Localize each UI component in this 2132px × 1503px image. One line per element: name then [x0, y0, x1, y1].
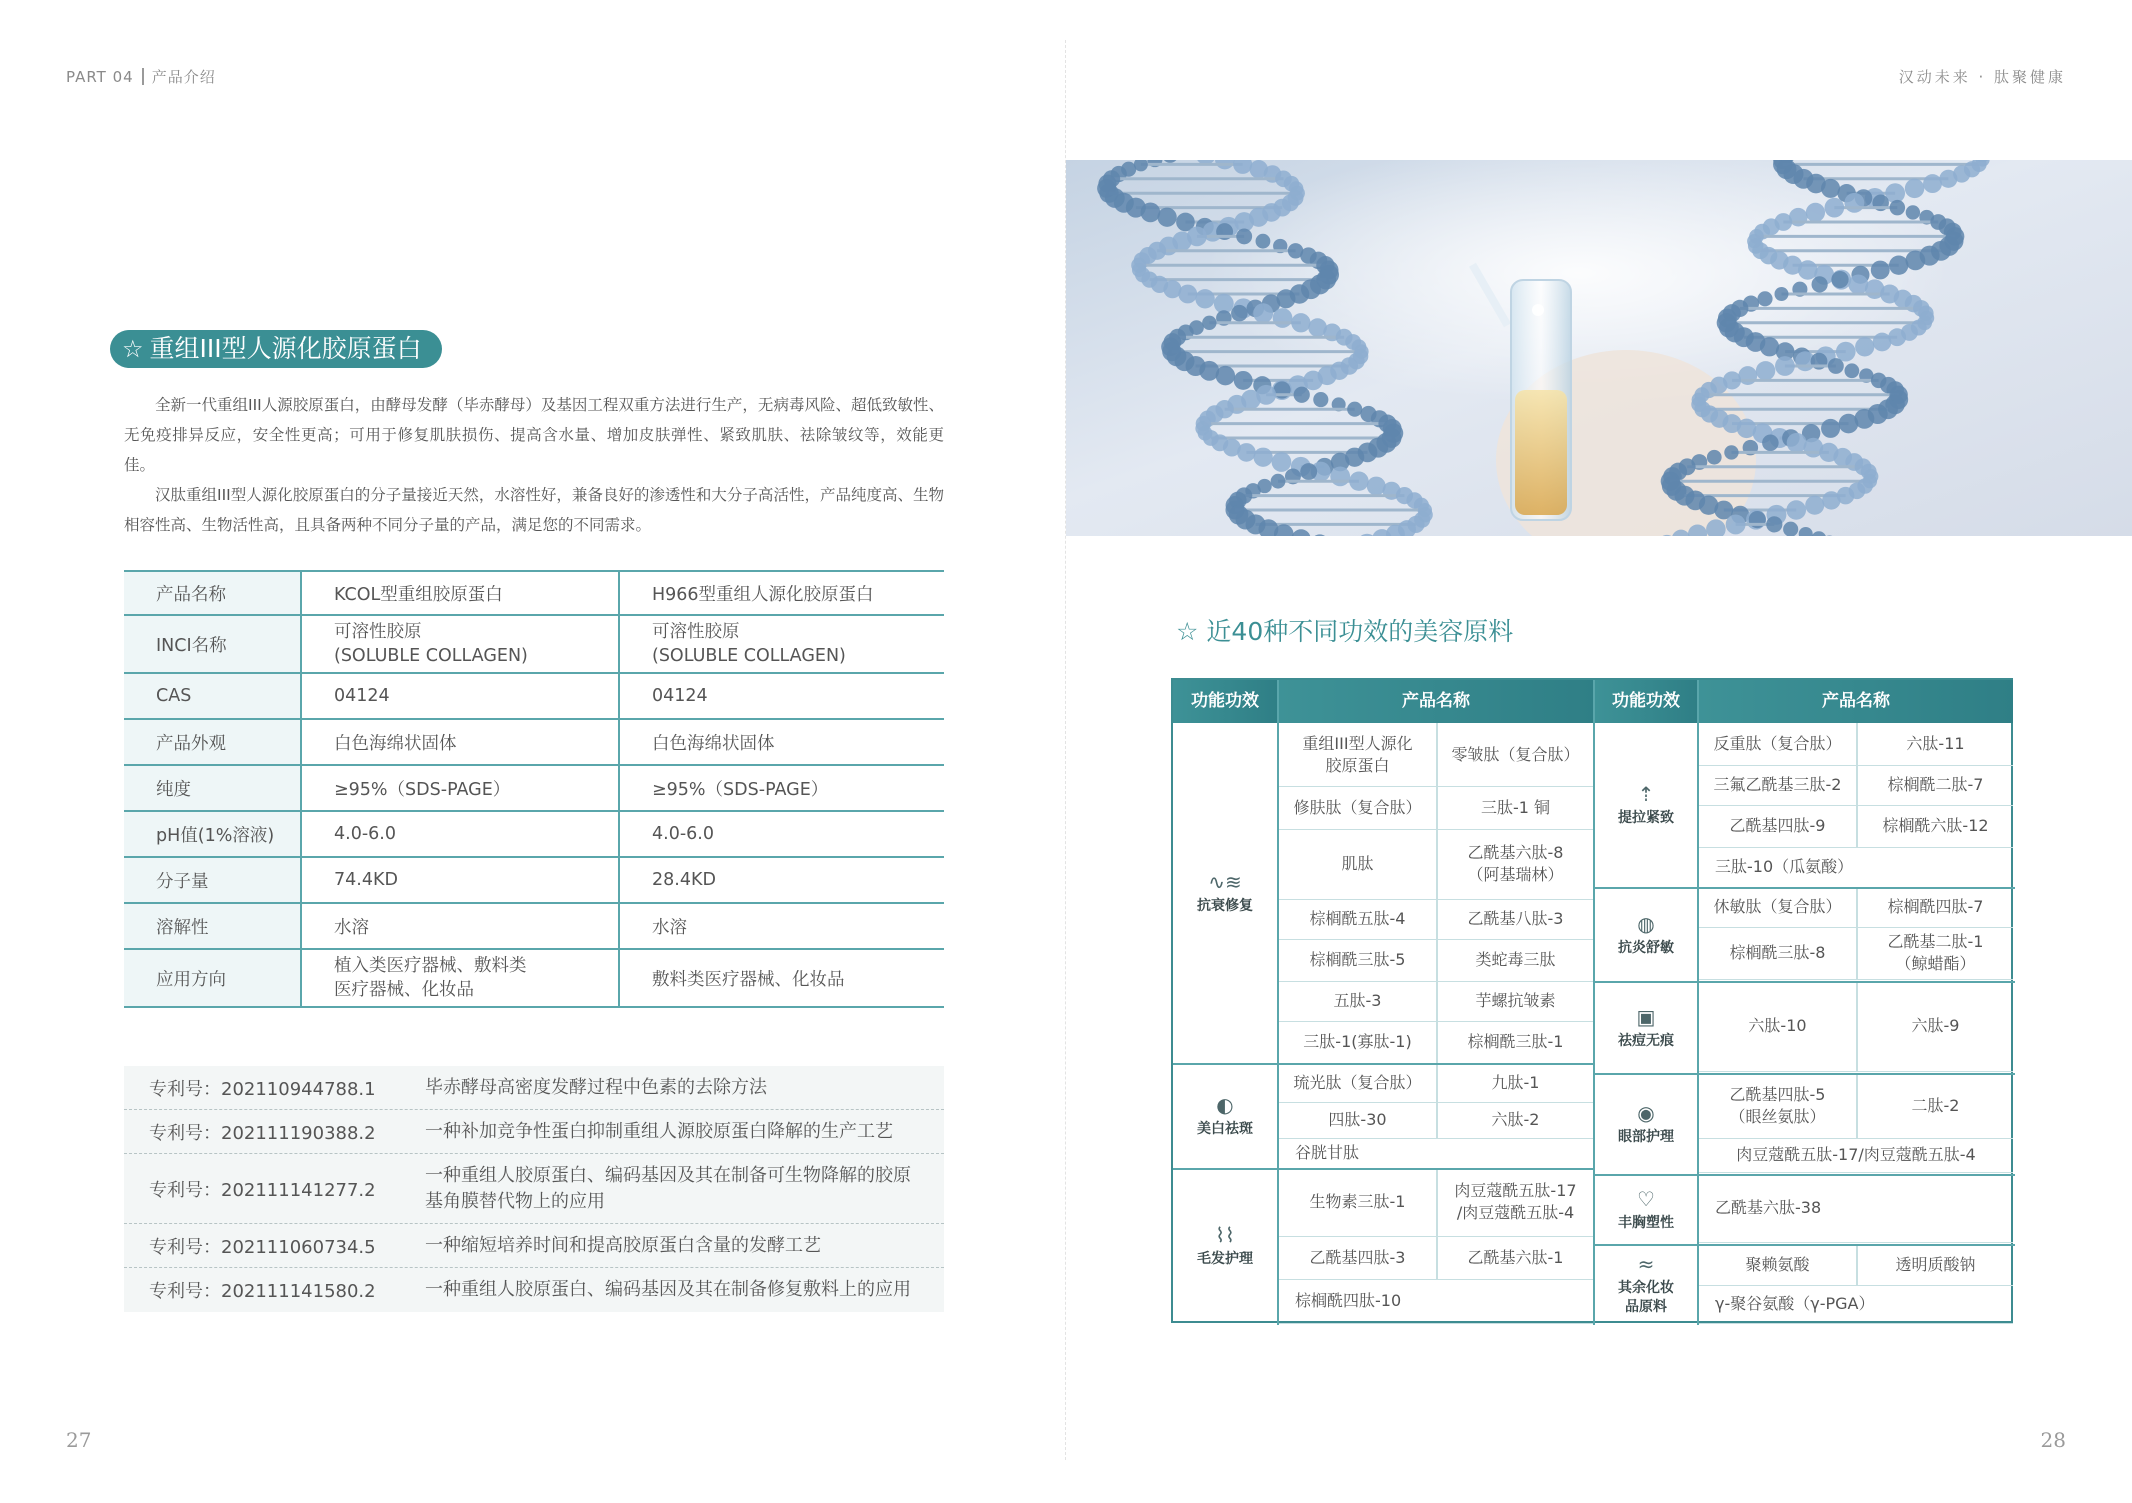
- ingredient-cell: 生物素三肽-1: [1309, 1192, 1406, 1211]
- spec-value-kcol: 白色海绵状固体: [301, 719, 619, 765]
- table-rule: [1436, 1021, 1438, 1063]
- intro-paragraph-1: 全新一代重组III人源胶原蛋白，由酵母发酵（毕赤酵母）及基因工程双重方法进行生产，无病毒风险、超低致敏性、无免疫排异反应，安全性更高；可用于修复肌肤损伤、提高含水量、增加皮肤弹性、紧致肌肤、祛除皱纹等，效能更佳。: [124, 396, 944, 474]
- spec-row: [124, 811, 944, 857]
- category-label: 抗衰修复: [1197, 897, 1253, 914]
- patent-row: [124, 1066, 944, 1110]
- table-rule: [1436, 1236, 1438, 1279]
- category-anti-aging: [1173, 723, 1277, 1063]
- table-rule: [1856, 1244, 1858, 1285]
- table-rule: [1436, 1102, 1438, 1138]
- table-rule: [1436, 981, 1438, 1021]
- category-soothing: [1595, 889, 1697, 981]
- table-rule: [1856, 887, 1858, 927]
- ingredient-cell: 六肽-10: [1748, 1016, 1807, 1035]
- category-label: 眼部护理: [1618, 1129, 1674, 1145]
- ingredient-cell: 透明质酸钠: [1895, 1254, 1976, 1274]
- ingredient-cell: 三肽-1(寡肽-1): [1303, 1032, 1412, 1051]
- category-eye: [1595, 1075, 1697, 1174]
- category-hair: [1173, 1170, 1277, 1323]
- patent-row: [124, 1268, 944, 1312]
- eye-icon: ◉: [1637, 1101, 1655, 1125]
- category-lifting: [1595, 723, 1697, 887]
- dna-lab-photo: [1066, 160, 2132, 536]
- ingredients-title: [1176, 612, 1513, 648]
- ingredient-cell: 四肽-30: [1328, 1110, 1387, 1129]
- ingredient-cell: 乙酰基四肽-3: [1309, 1247, 1406, 1267]
- spec-value-kcol: 04124: [301, 673, 619, 719]
- patent-number: 专利号：202110944788.1: [149, 1078, 376, 1100]
- spec-key: 分子量: [124, 857, 301, 903]
- ingredient-cell: 肉豆蔻酰五肽-17 /肉豆蔻酰五肽-4: [1454, 1181, 1577, 1222]
- part-label: PART 04: [66, 68, 134, 86]
- table-rule: [1856, 723, 1858, 765]
- spec-key: INCI名称: [124, 615, 301, 673]
- table-rule: [1436, 939, 1438, 981]
- category-label: 祛痘无痕: [1618, 1032, 1674, 1049]
- table-rule: [1436, 829, 1438, 899]
- patent-description: 一种缩短培养时间和提高胶原蛋白含量的发酵工艺: [425, 1234, 821, 1256]
- ingredient-cell: 棕榈酰三肽-8: [1729, 943, 1826, 962]
- table-rule: [1856, 981, 1858, 1071]
- section-label: 产品介绍: [151, 68, 216, 86]
- spec-value-h966: 白色海绵状固体: [619, 719, 944, 765]
- table-rule: [1436, 1063, 1438, 1102]
- right-page: [1066, 0, 2132, 1503]
- waves-icon: ≈: [1637, 1251, 1655, 1276]
- ingredient-cell: 肉豆蔻酰五肽-17/肉豆蔻酰五肽-4: [1736, 1145, 1976, 1164]
- table-rule: [1436, 899, 1438, 939]
- intro-paragraph-2: 汉肽重组III型人源化胶原蛋白的分子量接近天然，水溶性好，兼备良好的渗透性和大分子高活性，产品纯度高、生物相容性高、生物活性高，且具备两种不同分子量的产品，满足您的不同需求。: [124, 486, 944, 534]
- table-rule: [1699, 979, 2013, 980]
- spec-key: 产品外观: [124, 719, 301, 765]
- ingredient-cell: 乙酰基六肽-8 （阿基瑞林）: [1467, 843, 1564, 884]
- spec-value-h966: 敷料类医疗器械、化妆品: [619, 949, 944, 1007]
- spec-row: [124, 615, 944, 673]
- spec-key: 溶解性: [124, 903, 301, 949]
- spec-value-h966: 28.4KD: [619, 857, 944, 903]
- spec-key: 产品名称: [124, 571, 301, 615]
- running-header-left: [66, 66, 216, 87]
- spec-value-kcol: 植入类医疗器械、敷料类 医疗器械、化妆品: [301, 949, 619, 1007]
- patent-row: [124, 1224, 944, 1268]
- category-label: 毛发护理: [1197, 1251, 1253, 1267]
- patent-description: 一种重组人胶原蛋白、编码基因及其在制备可生物降解的胶原基角膜替代物上的应用: [425, 1164, 911, 1212]
- spec-value-kcol: 水溶: [301, 903, 619, 949]
- table-rule: [1436, 786, 1438, 829]
- ingredients-title-text: 近40种不同功效的美容原料: [1206, 617, 1514, 646]
- intro-text: [124, 390, 944, 540]
- header-separator: [142, 68, 144, 85]
- spec-key: 纯度: [124, 765, 301, 811]
- running-header-right: 汉动未来 · 肽聚健康: [1898, 68, 2066, 86]
- ingredient-cell: 芋螺抗皱素: [1475, 991, 1556, 1010]
- category-label: 抗炎舒敏: [1618, 939, 1674, 956]
- ingredient-cell: 修肤肽（复合肽）: [1293, 797, 1422, 817]
- lift-arrow-icon: ⇡: [1637, 781, 1655, 806]
- ingredient-cell: 乙酰基八肽-3: [1467, 909, 1564, 928]
- ingredient-cell: 五肽-3: [1333, 991, 1382, 1010]
- ingredient-cell: 谷胱甘肽: [1295, 1143, 1360, 1162]
- table-rule: [1699, 1071, 2013, 1072]
- spec-value-kcol: 4.0-6.0: [301, 811, 619, 857]
- ingredient-cell: 二肽-2: [1911, 1095, 1960, 1115]
- table-rule: [1279, 1323, 1593, 1324]
- spec-value-kcol: KCOL型重组胶原蛋白: [301, 571, 619, 615]
- category-label: 丰胸塑性: [1618, 1214, 1674, 1231]
- ingredient-cell: 棕榈酰六肽-12: [1882, 816, 1989, 835]
- spec-row: [124, 857, 944, 903]
- star-icon: ☆: [1176, 617, 1199, 646]
- ingredient-cell: 乙酰基四肽-9: [1729, 816, 1826, 835]
- spec-row: [124, 571, 944, 615]
- patent-row: [124, 1110, 944, 1154]
- ingredient-cell: 棕榈酰四肽-7: [1887, 897, 1984, 916]
- spec-table: [124, 570, 944, 1008]
- table-rule: [1699, 1323, 2013, 1324]
- drop-leaf-icon: ◍: [1637, 911, 1655, 936]
- body-icon: ♡: [1637, 1186, 1655, 1211]
- patent-number: 专利号：202111141277.2: [149, 1179, 376, 1201]
- ingredient-cell: 棕榈酰五肽-4: [1309, 909, 1406, 928]
- spec-value-h966: ≥95%（SDS-PAGE）: [619, 765, 944, 811]
- header-func-left: 功能功效: [1173, 680, 1277, 723]
- patent-number: 专利号：202111060734.5: [149, 1236, 376, 1258]
- spec-value-h966: 可溶性胶原 (SOLUBLE COLLAGEN): [619, 615, 944, 673]
- spec-value-kcol: ≥95%（SDS-PAGE）: [301, 765, 619, 811]
- spec-value-kcol: 74.4KD: [301, 857, 619, 903]
- table-rule: [1856, 765, 1858, 805]
- ingredients-table: [1171, 678, 2013, 1323]
- ingredient-cell: 六肽-9: [1911, 1016, 1960, 1035]
- spec-value-h966: 04124: [619, 673, 944, 719]
- patent-description: 毕赤酵母高密度发酵过程中色素的去除方法: [425, 1076, 767, 1098]
- spec-value-h966: 水溶: [619, 903, 944, 949]
- table-rule: [1856, 927, 1858, 979]
- patent-description: 一种补加竞争性蛋白抑制重组人源胶原蛋白降解的生产工艺: [425, 1120, 893, 1142]
- section-title-pill: [110, 330, 442, 368]
- ingredient-cell: 棕榈酰四肽-10: [1295, 1291, 1402, 1310]
- category-whitening: [1173, 1065, 1277, 1168]
- header-name-right: 产品名称: [1699, 680, 2013, 723]
- ingredient-cell: 琉光肽（复合肽）: [1293, 1072, 1422, 1092]
- ingredient-cell: 零皱肽（复合肽）: [1451, 744, 1580, 764]
- category-breast: [1595, 1176, 1697, 1244]
- ingredient-cell: 类蛇毒三肽: [1475, 950, 1556, 969]
- patent-list: [124, 1066, 944, 1312]
- hair-icon: ⌇⌇: [1215, 1223, 1235, 1247]
- ingredient-cell: 棕榈酰二肽-7: [1887, 775, 1984, 794]
- table-rule: [1699, 1242, 2013, 1243]
- ingredient-cell: 乙酰基六肽-38: [1715, 1198, 1822, 1217]
- spec-value-kcol: 可溶性胶原 (SOLUBLE COLLAGEN): [301, 615, 619, 673]
- spec-row: [124, 949, 944, 1007]
- spec-row: [124, 673, 944, 719]
- table-rule: [1856, 1073, 1858, 1138]
- table-rule: [1856, 805, 1858, 847]
- page-number-left: 27: [66, 1428, 92, 1452]
- ingredient-cell: 棕榈酰三肽-1: [1467, 1032, 1564, 1051]
- category-other: [1595, 1246, 1697, 1323]
- category-label: 其余化妆 品原料: [1618, 1279, 1674, 1315]
- ingredient-cell: 三肽-1 铜: [1480, 797, 1551, 817]
- category-acne: [1595, 983, 1697, 1073]
- spec-row: [124, 903, 944, 949]
- star-icon: ☆: [122, 335, 144, 363]
- ingredient-cell: 反重肽（复合肽）: [1713, 734, 1842, 753]
- table-rule: [1699, 1172, 2013, 1173]
- ingredient-cell: 乙酰基六肽-1: [1467, 1247, 1564, 1267]
- ingredient-cell: 肌肽: [1341, 854, 1374, 873]
- ingredient-cell: 六肽-11: [1906, 734, 1965, 753]
- category-label: 美白祛斑: [1197, 1121, 1253, 1137]
- spec-value-h966: 4.0-6.0: [619, 811, 944, 857]
- patent-row: [124, 1154, 944, 1224]
- patent-number: 专利号：202111141580.2: [149, 1281, 376, 1302]
- spec-row: [124, 765, 944, 811]
- ingredient-cell: 休敏肽（复合肽）: [1713, 897, 1842, 916]
- header-name-left: 产品名称: [1279, 680, 1593, 723]
- ingredient-cell: 六肽-2: [1491, 1110, 1540, 1129]
- ingredient-cell: 聚赖氨酸: [1745, 1254, 1810, 1274]
- dna-illustration: [1066, 160, 2132, 536]
- table-rule: [1436, 1168, 1438, 1236]
- wave-icon: ∿≋: [1208, 869, 1242, 894]
- spec-row: [124, 719, 944, 765]
- ingredient-cell: 九肽-1: [1491, 1072, 1540, 1092]
- ingredient-cell: γ-聚谷氨酸（γ-PGA）: [1715, 1294, 1875, 1313]
- ingredient-cell: 重组III型人源化 胶原蛋白: [1302, 733, 1413, 775]
- table-rule: [1436, 723, 1438, 786]
- ingredient-cell: 乙酰基二肽-1 （鲸蜡酯）: [1887, 932, 1984, 973]
- category-label: 提拉紧致: [1618, 809, 1674, 826]
- patent-number: 专利号：202111190388.2: [149, 1122, 376, 1144]
- spec-value-h966: H966型重组人源化胶原蛋白: [619, 571, 944, 615]
- ingredient-cell: 棕榈酰三肽-5: [1309, 950, 1406, 969]
- skin-patch-icon: ▣: [1636, 1004, 1656, 1029]
- ingredient-cell: 三肽-10（瓜氨酸）: [1715, 857, 1854, 876]
- spec-key: CAS: [124, 673, 301, 719]
- section-title: 重组III型人源化胶原蛋白: [149, 334, 422, 363]
- spec-key: 应用方向: [124, 949, 301, 1007]
- ingredient-cell: 三氟乙酰基三肽-2: [1713, 775, 1842, 794]
- page-number-right: 28: [2040, 1428, 2066, 1452]
- patent-description: 一种重组人胶原蛋白、编码基因及其在制备修复敷料上的应用: [425, 1279, 911, 1300]
- ingredient-cell: 乙酰基四肽-5 （眼丝氨肽）: [1729, 1084, 1826, 1126]
- moon-icon: ◐: [1216, 1093, 1234, 1117]
- spec-key: pH值(1%溶液): [124, 811, 301, 857]
- header-func-right: 功能功效: [1595, 680, 1697, 723]
